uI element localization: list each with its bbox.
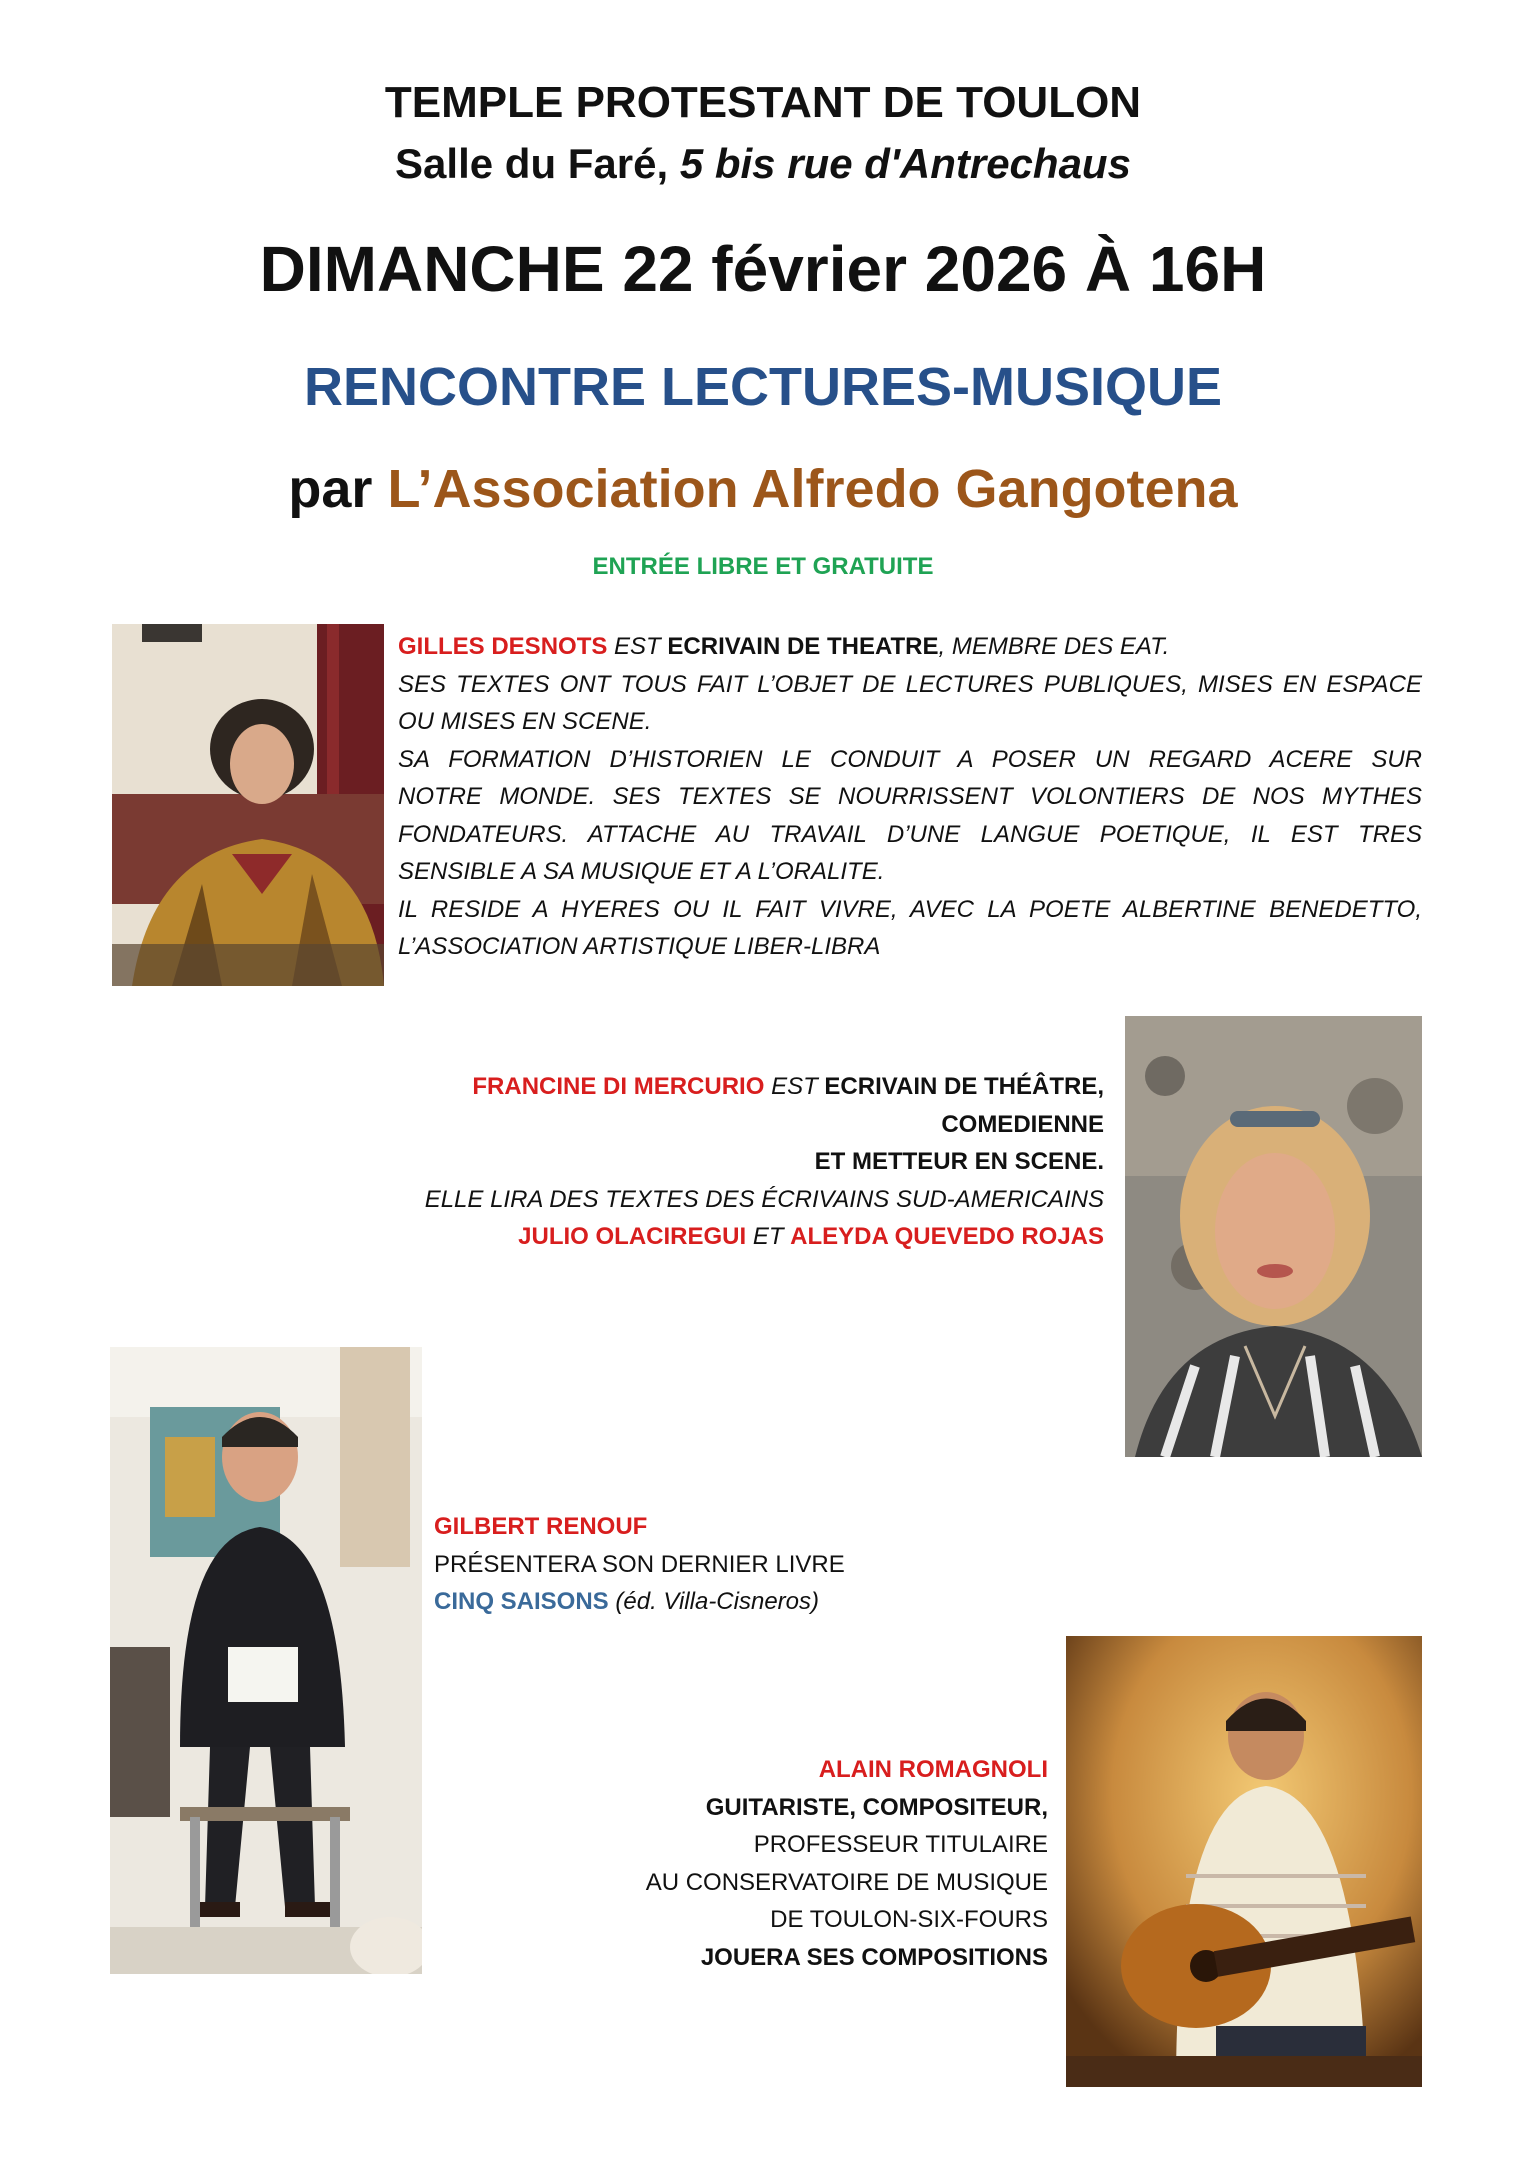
address-street: 5 bis rue d'Antrechaus xyxy=(679,140,1131,187)
author-julio-olaciregui: JULIO OLACIREGUI xyxy=(518,1223,747,1250)
organizer xyxy=(0,458,1526,520)
mercurio-role-2: COMEDIENNE xyxy=(941,1110,1104,1138)
organizer-prefix: par xyxy=(288,459,373,519)
speaker-name-romagnoli: ALAIN ROMAGNOLI xyxy=(818,1756,1048,1783)
speaker-name-mercurio: FRANCINE DI MERCURIO xyxy=(472,1073,765,1100)
bio-line: NOTRE MONDE. SES TEXTES SE NOURRISSENT VOLONTIERS DE NOS MYTHES xyxy=(398,783,1422,810)
venue-title: TEMPLE PROTESTANT DE TOULON xyxy=(384,78,1142,127)
bio-desnots-line-1 xyxy=(398,628,1422,666)
entry-info: ENTRÉE LIBRE ET GRATUITE xyxy=(592,553,934,580)
publisher: (éd. Villa-Cisneros) xyxy=(615,1588,819,1615)
bio-line: SES TEXTES ONT TOUS FAIT L’OBJET DE LECTURES PUBLIQUES, MISES EN ESPACE xyxy=(398,670,1422,698)
mercurio-authors xyxy=(400,1218,1104,1256)
bio-line: OU MISES EN SCENE. xyxy=(398,708,652,735)
desnots-role-rest: , MEMBRE DES EAT. xyxy=(938,633,1170,660)
est-word: EST xyxy=(614,633,661,660)
book-title: CINQ SAISONS xyxy=(434,1588,609,1615)
bio-mercurio-line-1 xyxy=(400,1068,1104,1106)
event-title: RENCONTRE LECTURES-MUSIQUE xyxy=(303,357,1223,417)
speaker-name-renouf: GILBERT RENOUF xyxy=(434,1513,648,1540)
bio-line: IL RESIDE A HYERES OU IL FAIT VIVRE, AVEC LA POETE ALBERTINE BENEDETTO, xyxy=(398,895,1422,923)
event-date: DIMANCHE 22 février 2026 À 16H xyxy=(259,233,1267,305)
desnots-role: ECRIVAIN DE THEATRE xyxy=(667,633,939,660)
et-word: ET xyxy=(752,1223,784,1250)
address-prefix: Salle du Faré, xyxy=(395,140,669,187)
author-aleyda-quevedo-rojas: ALEYDA QUEVEDO ROJAS xyxy=(790,1223,1104,1250)
photo-gilbert-renouf xyxy=(110,1347,422,1974)
photo-alain-romagnoli xyxy=(1066,1636,1422,2087)
bio-francine-di-mercurio xyxy=(400,1068,1104,1256)
photo-francine-di-mercurio xyxy=(1125,1016,1422,1457)
bio-gilles-desnots xyxy=(398,628,1422,966)
romagnoli-line-3: PROFESSEUR TITULAIRE xyxy=(753,1831,1048,1858)
mercurio-role-1: ECRIVAIN DE THÉÂTRE, xyxy=(824,1073,1104,1100)
romagnoli-line-5: DE TOULON-SIX-FOURS xyxy=(770,1906,1048,1933)
renouf-book-line xyxy=(434,1583,1134,1621)
venue-address xyxy=(0,140,1526,188)
romagnoli-line-2: GUITARISTE, COMPOSITEUR, xyxy=(705,1793,1048,1821)
est-word: EST xyxy=(771,1073,818,1100)
renouf-line-2: PRÉSENTERA SON DERNIER LIVRE xyxy=(434,1550,845,1578)
bio-line: SA FORMATION D’HISTORIEN LE CONDUIT A POSER UN REGARD ACERE SUR xyxy=(398,745,1422,773)
speaker-name-desnots: GILLES DESNOTS xyxy=(398,633,608,660)
bio-line: SENSIBLE A SA MUSIQUE ET A L’ORALITE. xyxy=(398,858,885,885)
bio-line: L’ASSOCIATION ARTISTIQUE LIBER-LIBRA xyxy=(398,933,881,960)
romagnoli-line-6: JOUERA SES COMPOSITIONS xyxy=(700,1943,1048,1971)
bio-gilbert-renouf xyxy=(434,1508,1134,1621)
mercurio-role-3: ET METTEUR EN SCENE. xyxy=(814,1148,1104,1175)
bio-line: FONDATEURS. ATTACHE AU TRAVAIL D’UNE LANGUE POETIQUE, IL EST TRES xyxy=(398,820,1422,848)
photo-gilles-desnots xyxy=(112,624,384,986)
mercurio-line-4: ELLE LIRA DES TEXTES DES ÉCRIVAINS SUD-AMERICAINS xyxy=(424,1185,1104,1213)
bio-alain-romagnoli xyxy=(400,1751,1048,1976)
romagnoli-line-4: AU CONSERVATOIRE DE MUSIQUE xyxy=(645,1868,1048,1896)
organizer-name: L’Association Alfredo Gangotena xyxy=(387,459,1238,519)
